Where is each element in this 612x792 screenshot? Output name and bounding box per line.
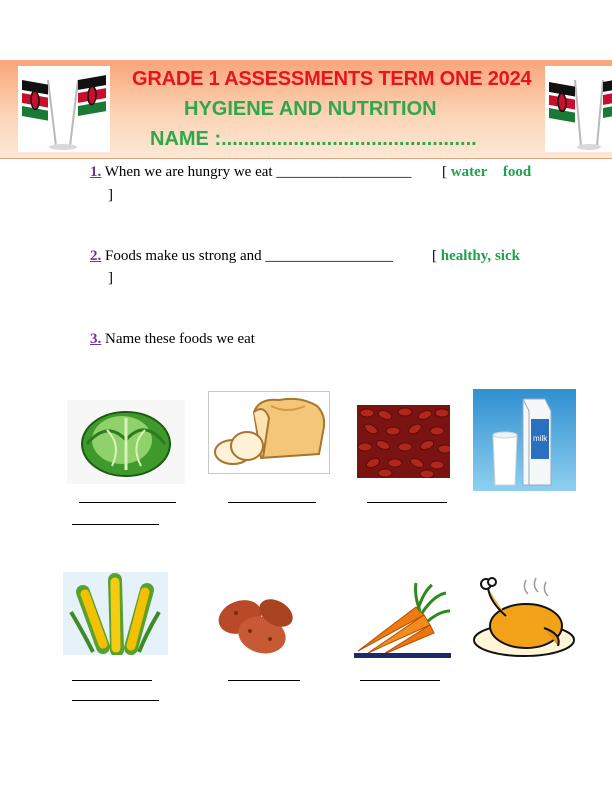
carrot-icon xyxy=(354,581,451,658)
question-text: When we are hungry we eat __________________ xyxy=(104,164,412,180)
cabbage-picture xyxy=(67,400,185,484)
choices-open-bracket: [ xyxy=(442,164,447,180)
answer-line[interactable] xyxy=(72,680,152,681)
answer-line[interactable] xyxy=(72,524,159,525)
chicken-picture xyxy=(470,572,577,660)
kenya-flags-right xyxy=(545,66,612,152)
answer-line[interactable] xyxy=(79,502,176,503)
question-3 xyxy=(90,331,255,348)
kenya-flag-icon xyxy=(18,66,110,152)
answer-line[interactable] xyxy=(360,680,440,681)
question-2-choices xyxy=(432,248,520,265)
answer-line[interactable] xyxy=(367,502,447,503)
choice-a: water xyxy=(450,164,488,180)
choice-b: food xyxy=(502,164,532,180)
choices-close-bracket: ] xyxy=(108,270,113,286)
choices-close-bracket: ] xyxy=(108,187,113,203)
bread-picture xyxy=(208,391,330,474)
maize-picture xyxy=(63,572,168,655)
question-number: 2. xyxy=(90,248,102,264)
subject-title: HYGIENE AND NUTRITION xyxy=(184,98,437,120)
maize-icon xyxy=(63,572,168,655)
question-2 xyxy=(90,248,393,265)
answer-line[interactable] xyxy=(72,700,159,701)
milk-picture xyxy=(473,389,576,491)
question-text: Name these foods we eat xyxy=(105,331,255,347)
name-field-label: NAME :.............................................. xyxy=(150,128,477,150)
page-title: GRADE 1 ASSESSMENTS TERM ONE 2024 xyxy=(132,68,532,90)
choice-b: sick xyxy=(494,248,520,264)
kenya-flag-icon xyxy=(545,66,612,152)
choice-a: healthy, xyxy=(440,248,492,264)
roast-chicken-icon xyxy=(470,572,577,660)
sweet-potatoes-picture xyxy=(210,583,302,663)
question-number: 1. xyxy=(90,164,102,180)
beans-icon xyxy=(357,405,450,478)
answer-line[interactable] xyxy=(228,680,300,681)
kenya-flags-left xyxy=(18,66,110,152)
carrots-picture xyxy=(354,581,451,658)
answer-line[interactable] xyxy=(228,502,316,503)
cabbage-icon xyxy=(67,400,185,484)
sweet-potato-icon xyxy=(210,583,302,663)
choices-open-bracket: [ xyxy=(432,248,437,264)
beans-picture xyxy=(357,405,450,478)
question-1 xyxy=(90,164,411,181)
question-number: 3. xyxy=(90,331,102,347)
milk-icon xyxy=(473,389,576,491)
milk-carton-label: milk xyxy=(533,434,548,443)
bread-icon xyxy=(209,392,329,473)
question-text: Foods make us strong and _________________ xyxy=(105,248,393,264)
question-1-choices xyxy=(442,164,531,181)
